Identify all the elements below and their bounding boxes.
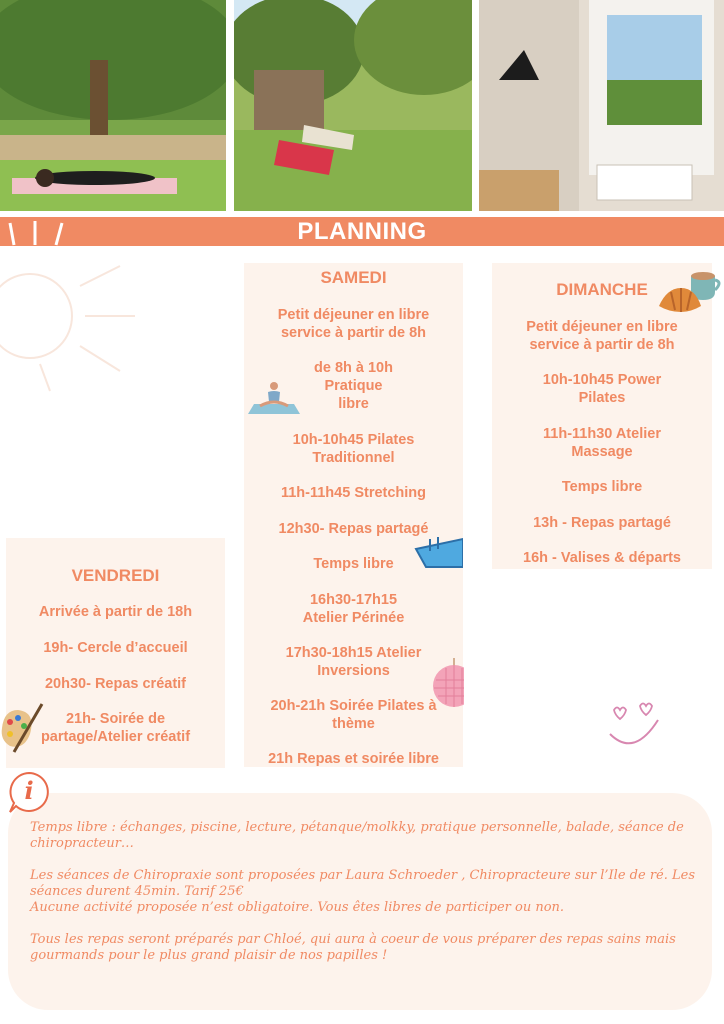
dimanche-title: DIMANCHE — [556, 280, 648, 299]
samedi-item-lunch: 12h30- Repas partagé — [278, 521, 429, 537]
samedi-item-dinner: 21h Repas et soirée libre — [268, 751, 439, 767]
vendredi-item-arrival: Arrivée à partir de 18h — [38, 604, 193, 620]
samedi-item-pilates: 10h-10h45 Pilates Traditionnel — [292, 432, 415, 466]
dimanche-item-free-time: Temps libre — [561, 479, 643, 495]
info-icon-letter: i — [24, 776, 34, 805]
photo-yoga-garden — [0, 0, 226, 211]
photo-garden-deckchairs — [234, 0, 472, 211]
pool-icon — [412, 535, 463, 571]
dimanche-item-departure: 16h - Valises & départs — [523, 550, 681, 566]
dimanche-item-power-pilates: 10h-10h45 Power Pilates — [542, 372, 662, 406]
info-text — [30, 820, 700, 980]
croissant-icon — [657, 284, 703, 316]
info-free-time: Temps libre : échanges, piscine, lecture, pétanque/molkky, pratique personnelle, balade, séance de chiropracteur… — [30, 820, 684, 851]
dimanche-item-lunch: 13h - Repas partagé — [533, 515, 671, 531]
samedi-title: SAMEDI — [320, 268, 387, 287]
samedi-card — [244, 263, 463, 767]
vendredi-item-soiree: 21h- Soirée de partage/Atelier créatif — [40, 711, 191, 745]
info-optional: Aucune activité proposée n’est obligatoire. Vous êtes libres de participer ou non. — [30, 900, 565, 915]
info-meals: Tous les repas seront préparés par Chloé, qui aura à coeur de vous préparer des repas sains mais gourmands pour le plus grand plaisir de nos papilles ! — [30, 932, 676, 963]
dimanche-item-breakfast: Petit déjeuner en libre service à partir de 8h — [526, 319, 678, 353]
planning-banner — [0, 217, 724, 246]
info-icon — [8, 771, 50, 813]
vendredi-title: VENDREDI — [71, 566, 160, 585]
sun-icon — [0, 246, 150, 396]
sun-rays-icon — [0, 217, 80, 246]
info-chiropraxie: Les séances de Chiropraxie sont proposées par Laura Schroeder , Chiropracteure sur l’Ile de ré. Les séances durent 45min. Tarif 25€ — [30, 868, 695, 899]
samedi-item-practice-time: de 8h à 10h — [314, 360, 393, 376]
samedi-item-free-time: Temps libre — [313, 556, 394, 572]
samedi-item-perinee: 16h30-17h15 Atelier Périnée — [302, 592, 405, 626]
page-title: PLANNING — [297, 218, 427, 245]
palette-icon — [0, 700, 46, 756]
smiley-hearts-icon — [604, 700, 662, 752]
samedi-item-stretching: 11h-11h45 Stretching — [280, 485, 427, 501]
vendredi-item-welcome: 19h- Cercle d’accueil — [43, 640, 188, 656]
disco-ball-icon — [432, 658, 464, 710]
yoga-pose-icon — [246, 380, 302, 416]
samedi-item-practice: Pratique — [324, 378, 383, 394]
samedi-item-inversions: 17h30-18h15 Atelier Inversions — [285, 645, 422, 679]
samedi-item-free: libre — [338, 396, 369, 412]
photo-room-window — [479, 0, 724, 211]
samedi-item-breakfast: Petit déjeuner en libre service à partir de 8h — [277, 307, 430, 341]
samedi-item-soiree: 20h-21h Soirée Pilates à thème — [270, 698, 437, 732]
dimanche-item-massage: 11h-11h30 Atelier Massage — [543, 426, 661, 460]
vendredi-item-dinner: 20h30- Repas créatif — [44, 676, 187, 692]
